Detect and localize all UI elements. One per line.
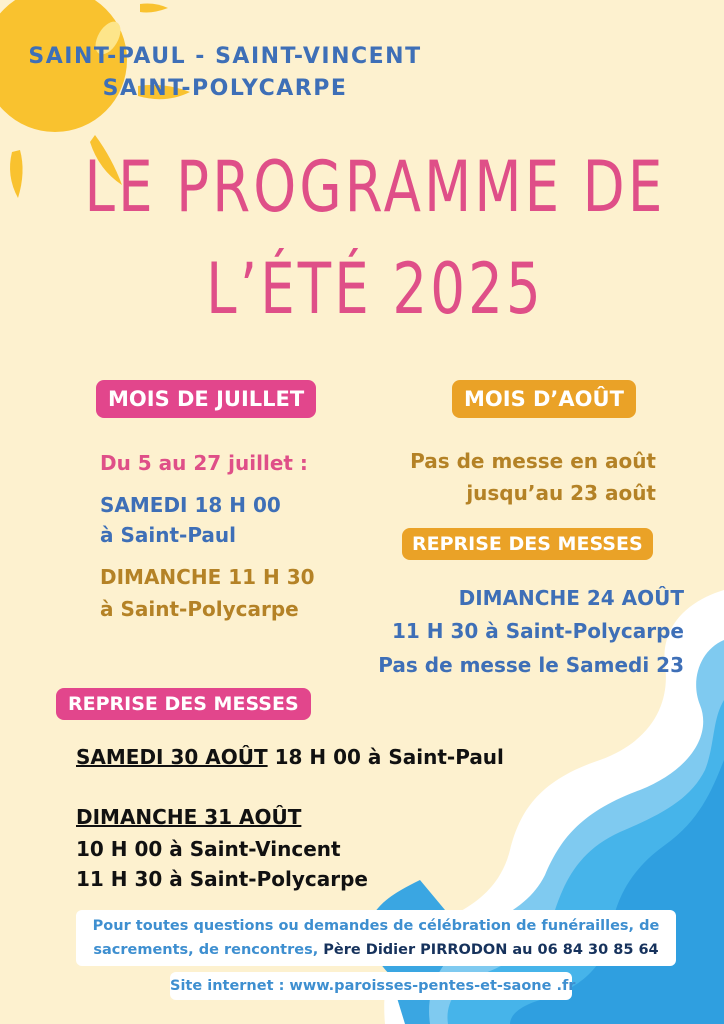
resume-saturday: [76, 742, 504, 772]
contact-box: [76, 910, 676, 966]
august-resume-date: DIMANCHE 24 AOÛT: [458, 586, 684, 610]
website-box: [170, 972, 576, 1000]
website-link[interactable]: Site internet : www.paroisses-pentes-et-saone .fr: [170, 978, 576, 994]
august-no-mass-line1: Pas de messe en août: [410, 449, 656, 473]
parish-names-line1: SAINT-PAUL - SAINT-VINCENT: [28, 44, 422, 69]
july-sunday-place: à Saint-Polycarpe: [100, 597, 299, 621]
july-saturday-place: à Saint-Paul: [100, 523, 237, 547]
title-line2: L’ÉTÉ 2025: [206, 248, 544, 330]
august-resume-time-place: 11 H 30 à Saint-Polycarpe: [392, 619, 684, 643]
parish-names-line2: SAINT-POLYCARPE: [102, 76, 348, 101]
july-dates: Du 5 au 27 juillet :: [100, 451, 308, 475]
contact-line1: Pour toutes questions ou demandes de célébration de funérailles, de: [92, 918, 660, 934]
contact-line2-start: sacrements, de rencontres,: [93, 942, 319, 958]
resume-sunday-date: DIMANCHE 31 AOÛT: [76, 805, 302, 829]
resume-sunday-mass2: 11 H 30 à Saint-Polycarpe: [76, 867, 368, 891]
july-sunday-time: DIMANCHE 11 H 30: [100, 565, 315, 589]
august-heading: MOIS D’AOÛT: [452, 380, 636, 418]
july-heading: MOIS DE JUILLET: [96, 380, 316, 418]
july-saturday-time: SAMEDI 18 H 00: [100, 493, 281, 517]
resume-sunday-mass1: 10 H 00 à Saint-Vincent: [76, 837, 341, 861]
contact-line2: [76, 938, 676, 962]
resume-heading: REPRISE DES MESSES: [56, 688, 311, 720]
august-resume-heading: REPRISE DES MESSES: [402, 528, 653, 560]
title-line1: LE PROGRAMME DE: [84, 146, 666, 228]
resume-saturday-rest: 18 H 00 à Saint-Paul: [267, 745, 504, 769]
contact-person: Père Didier PIRRODON au 06 84 30 85 64: [318, 942, 659, 958]
august-no-mass-saturday: Pas de messe le Samedi 23: [378, 653, 684, 677]
august-no-mass-line2: jusqu’au 23 août: [466, 481, 656, 505]
resume-saturday-date: SAMEDI 30 AOÛT: [76, 745, 268, 769]
